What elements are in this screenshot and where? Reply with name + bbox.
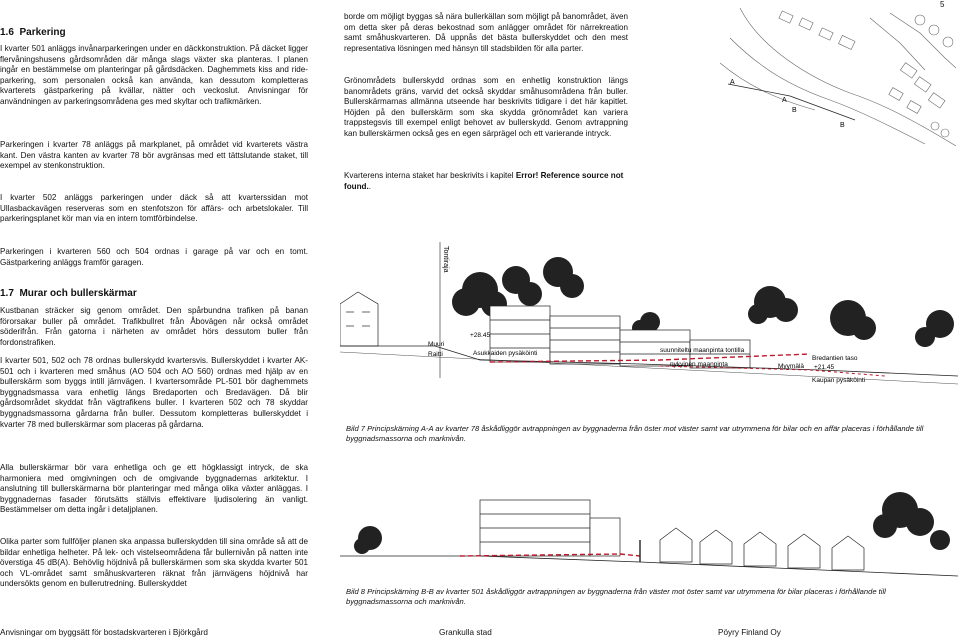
paragraph: Alla bullerskärmar bör vara enhetliga och ge ett högklassigt intryck, de ska harmoniera med omgivningen och de omgivande byggnadernas arkitektur. I anslutning till bullerskärmarna bör planteringar med många olika växter anläggas. I byggnadernas fasader förutsätts ställvis effektivare ljudisolering än vanligt. Bestämmelser om detta ingår i detaljplanen. (0, 463, 308, 515)
label-asukkaiden: Asukkaiden pysäköinti (473, 350, 538, 357)
label-elev-bottom: +21.45 (814, 364, 835, 371)
section-number: 1.6 (0, 27, 14, 38)
section-b-drawing (340, 470, 958, 580)
label-raitti: Raitti (428, 351, 443, 358)
reference-text: Kvarterens interna staket har beskrivits i kapitel (344, 171, 516, 180)
map-label-a: A (782, 97, 787, 104)
label-tontiraja: Tontiraja (442, 246, 449, 273)
label-suunniteltu: suunniteltu maanpinta tontilla (660, 347, 745, 354)
paragraph: I kvarter 501, 502 och 78 ordnas bullerskydd kvartersvis. Bullerskyddet i kvarter AK-501 och i kvarteren med småhus (AO 504 och AO 560) ordnas med hjälp av en bullerskärm som byggs intill järnvägen. I kvartersområde PL-501 bör daghemmets byggnadsmassa vara enhetlig längs Bredaporten och Bredavägen. Då blir gårdsområdet skyddat från vägtrafikens buller. I kvarteren 502 och 78 skyddar byggnadsmassorna gårdarna från buller. Dessutom kompletteras bullerskyddet i kvarter 78 med bullerskärmar som placeras på gårdarna. (0, 356, 308, 429)
label-myymala: Myymälä (778, 363, 805, 370)
footer-center: Grankulla stad (439, 628, 492, 637)
figure-caption-8: Bild 8 Principskärning B-B av kvarter 501 åskådliggör avtrappningen av byggnaderna från väster mot öster samt var utrymmena för bilar placeras i förhållande till byggnadsmassorna och marknivån. (346, 587, 886, 606)
page-number: 5 (940, 0, 945, 9)
paragraph: borde om möjligt byggas så nära bullerkällan som möjligt på banområdet, även om detta sker på deras bekostnad som anlägger området för närrekreation samt småhuskvarteren. Då uppnås det bästa bullerskyddet och den mest representativa lösningen med hänsyn till stadsbilden för alla parter. (344, 12, 628, 53)
paragraph: Kustbanan sträcker sig genom området. Den spårbundna trafiken på banan förorsakar buller på området. Trafikbullret från Åbovägen når också området söderifrån. Från gatorna i närheten av området hörs dessutom buller från fordonstrafiken. (0, 306, 308, 347)
section-title: Murar och bullerskärmar (19, 288, 137, 299)
label-muuri: Muuri (428, 341, 445, 348)
section-title: Parkering (19, 27, 66, 38)
paragraph-reference (344, 171, 628, 192)
map-label-b: B (840, 122, 845, 129)
paragraph: I kvarter 501 anläggs invånarparkeringen under en däckkonstruktion. På däcket ligger flervåningshusens gårdsområden där många slags växter ska planteras. I planen ingår en bestämmelse om planteringar på gårdsdäcken. Daghemmets kiss and ride-parkering, som personalen också kan använda, kan dessutom kompletteras kvarterets gästparkering på kvällar, nätter och veckoslut. Anvisningar för användningen av parkeringsområdena ges med skyltar och trafikmärken. (0, 44, 308, 106)
figure-caption-7: Bild 7 Principskärning A-A av kvarter 78 åskådliggör avtrappningen av byggnaderna från öster mot väster samt var utrymmena för bilar och en affär placeras i förhållande till byggnadsmassorna och marknivån. (346, 424, 924, 443)
paragraph: Parkeringen i kvarter 78 anläggs på markplanet, på området vid kvarterets västra kant. Den västra kanten av kvarter 78 bör avgränsas med ett tättslutande staket, till exempel av stenkonstruktion. (0, 140, 308, 171)
section-number: 1.7 (0, 288, 14, 299)
reference-end: . (368, 181, 371, 191)
label-kaupan: Kaupan pysäköinti (812, 377, 866, 384)
map-label-a: A (730, 79, 735, 86)
paragraph: Grönområdets bullerskydd ordnas som en enhetlig konstruktion längs banområdets gräns, varvid det också skyddar småhusområdena från buller. Bullerskärmarnas allmänna utseende har beskrivits tidigare i det här kapitlet. Höjden på den bullerskärm som ska skydda grönområdet kan variera trappstegsvis till exempel enligt behovet av bullerskydd. Genom avtrappning kan bullerskärmen också ges en egen särprägel och ett varierande intryck. (344, 76, 628, 138)
site-map (720, 8, 956, 146)
map-label-b: B (792, 107, 797, 114)
section-1-6-heading (0, 27, 330, 38)
reference-error: Error! Reference source not found. (344, 171, 624, 191)
paragraph: Parkeringen i kvarteren 560 och 504 ordnas i garage på var och en tomt. Gästparkering anläggs framför garagen. (0, 247, 308, 267)
label-bredantien: Bredantien taso (812, 355, 858, 362)
label-nykyinen: nykyinen maanpinta (670, 361, 728, 368)
paragraph: Olika parter som fullföljer planen ska anpassa bullerskydden till sina område så att de bildar enhetliga helheter. På lek- och vistelseområdena får bullernivån på natten inte överstiga 45 dB(A). Behövlig höjdnivå på bullerskärmen som ska skydda kvarter 501 och VL-området samt småhuskvarteren räknat från järnvägens höjdnivå har undersökts genom en bullerutredning. Bullerskyddet (0, 537, 308, 589)
paragraph: I kvarter 502 anläggs parkeringen under däck så att kvarterssidan mot Ullasbackavägen reserveras som en stenfotszon för affärs- och arbetslokaler. Till parkeringsplanet kör man via en intern tomtförbindelse. (0, 193, 308, 224)
section-1-7-heading (0, 288, 330, 299)
footer-right: Pöyry Finland Oy (718, 628, 781, 637)
section-a-drawing (340, 242, 958, 410)
label-elev-top: +28.45 (470, 332, 491, 339)
footer-left: Anvisningar om byggsätt för bostadskvarteren i Björkgård (0, 628, 208, 637)
